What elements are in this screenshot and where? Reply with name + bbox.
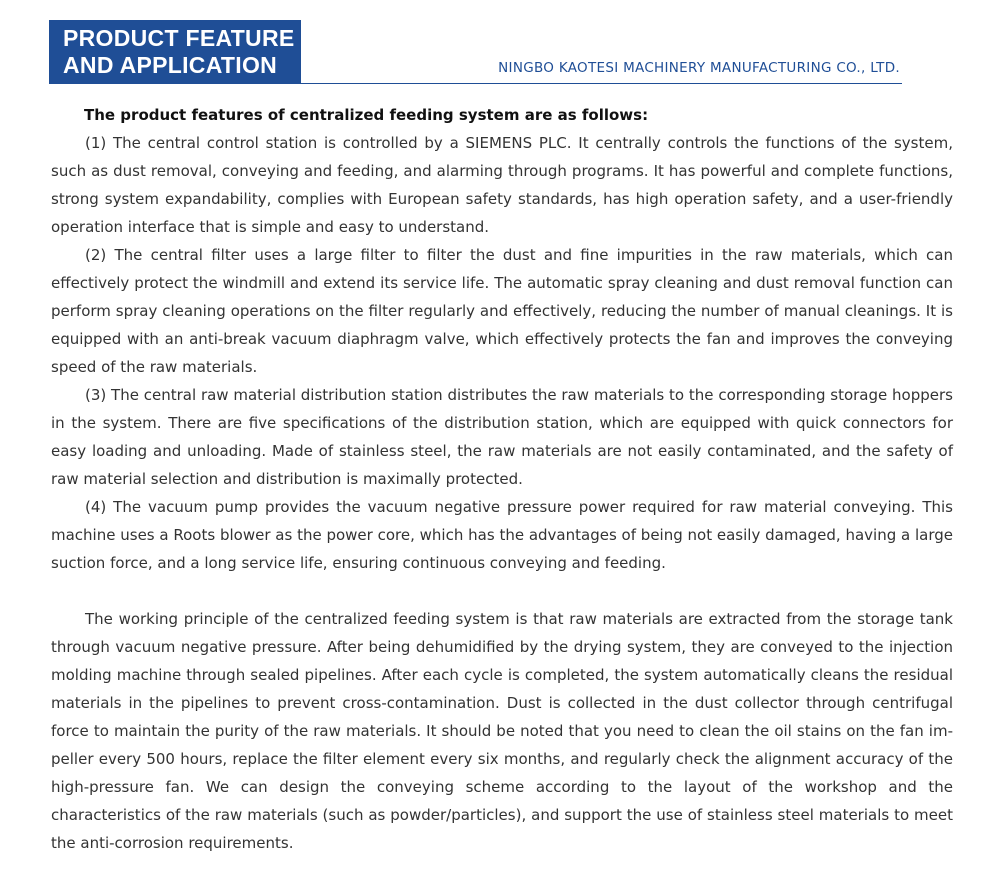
feature-item-2: (2) The central filter uses a large filter to filter the dust and fine impurities in the raw materials, which can effectively protect the windmill and extend its service life. The automatic spray cleaning and dust removal function can perform spray cleaning operations on the filter regularly and effectively, reducing the number of manual cleanings. It is equipped with an anti-break vacuum diaphragm valve, which effectively protects the fan and improves the conveying speed of the raw materials. (51, 246, 953, 376)
section-title-line-1: PRODUCT FEATURE (63, 25, 295, 51)
features-heading: The product features of centralized feeding system are as follows: (84, 106, 649, 124)
section-title-line-2: AND APPLICATION (63, 52, 278, 78)
section-title-badge (49, 20, 301, 84)
feature-item-3: (3) The central raw material distribution station distributes the raw materials to the corresponding storage hoppers in the system. There are five specifications of the distribution station, which are equipped with quick connectors for easy loading and unloading. Made of stainless steel, the raw materials are not easily contaminated, and the safety of raw material selection and distribution is maximally protected. (51, 386, 953, 488)
feature-item-4: (4) The vacuum pump provides the vacuum negative pressure power required for raw material conveying. This machine uses a Roots blower as the power core, which has the advantages of being not easily damaged, having a large suction force, and a long service life, ensuring continuous conveying and feeding. (51, 498, 953, 572)
working-principle-paragraph: The working principle of the centralized feeding system is that raw materials are extracted from the storage tank through vacuum negative pressure. After being dehumidified by the drying system, they are conveyed to the injection molding machine through sealed pipelines. After each cycle is completed, the system automatically cleans the residual materials in the pipelines to prevent cross-contamination. Dust is collected in the dust collector through centrifugal force to maintain the purity of the raw materials. It should be noted that you need to clean the oil stains on the fan impeller every 500 hours, replace the filter element every six months, and regularly check the alignment accuracy of the high-pressure fan. We can design the conveying scheme according to the layout of the workshop and the characteristics of the raw materials (such as powder/particles), and support the use of stainless steel materials to meet the anti-corrosion requirements. (51, 610, 953, 852)
company-name: NINGBO KAOTESI MACHINERY MANUFACTURING CO., LTD. (498, 60, 900, 76)
paragraph-gap (51, 577, 953, 605)
feature-item-1: (1) The central control station is controlled by a SIEMENS PLC. It centrally controls the functions of the system, such as dust removal, conveying and feeding, and alarming through programs. It has powerful and complete functions, strong system expandability, complies with European safety standards, has high operation safety, and a user-friendly operation interface that is simple and easy to understand. (51, 134, 953, 236)
header-divider (300, 83, 902, 84)
document-body (51, 101, 953, 857)
